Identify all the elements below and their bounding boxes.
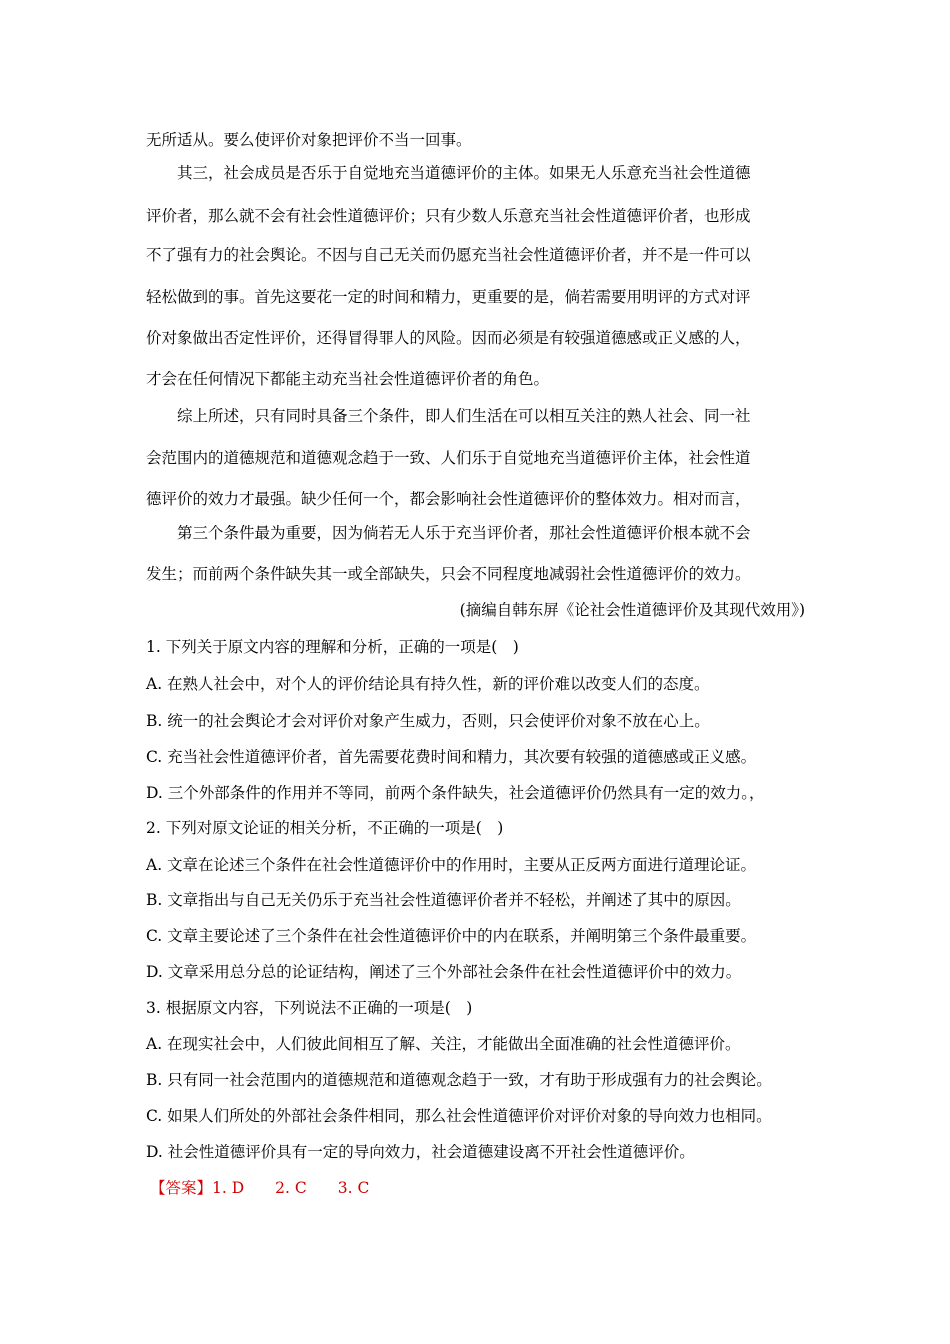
passage-line: 不了强有力的社会舆论。不因与自己无关而仍愿充当社会性道德评价者，并不是一件可以 bbox=[146, 246, 751, 264]
passage-line: 评价者，那么就不会有社会性道德评价；只有少数人乐意充当社会性道德评价者，也形成 bbox=[146, 207, 751, 225]
question-stem: 3. 根据原文内容，下列说法不正确的一项是( ) bbox=[146, 999, 473, 1017]
passage-line: 轻松做到的事。首先这要花一定的时间和精力，更重要的是，倘若需要用明评的方式对评 bbox=[146, 288, 751, 306]
passage-line: 会范围内的道德规范和道德观念趋于一致、人们乐于自觉地充当道德评价主体，社会性道 bbox=[146, 449, 751, 467]
question-stem: 1. 下列关于原文内容的理解和分析，正确的一项是( ) bbox=[146, 638, 519, 656]
passage-line: 其三，社会成员是否乐于自觉地充当道德评价的主体。如果无人乐意充当社会性道德 bbox=[177, 164, 751, 182]
answer-label: 【答案】 bbox=[150, 1179, 213, 1197]
question-option: B. 文章指出与自己无关仍乐于充当社会性道德评价者并不轻松，并阐述了其中的原因。 bbox=[146, 891, 741, 909]
answer-value: 1. D 2. C 3. C bbox=[212, 1179, 370, 1197]
question-option: D. 文章采用总分总的论证结构，阐述了三个外部社会条件在社会性道德评价中的效力。 bbox=[146, 963, 742, 981]
question-option: C. 充当社会性道德评价者，首先需要花费时间和精力，其次要有较强的道德感或正义感。 bbox=[146, 748, 757, 766]
answer-line bbox=[150, 1178, 369, 1198]
passage-line: 第三个条件最为重要，因为倘若无人乐于充当评价者，那社会性道德评价根本就不会 bbox=[177, 524, 751, 542]
source-citation: (摘编自韩东屏《论社会性道德评价及其现代效用》) bbox=[459, 601, 805, 619]
passage-line: 发生；而前两个条件缺失其一或全部缺失，只会不同程度地减弱社会性道德评价的效力。 bbox=[146, 565, 751, 583]
question-option: C. 文章主要论述了三个条件在社会性道德评价中的内在联系，并阐明第三个条件最重要。 bbox=[146, 927, 757, 945]
question-option: D. 三个外部条件的作用并不等同，前两个条件缺失，社会道德评价仍然具有一定的效力。， bbox=[146, 784, 765, 802]
question-option: B. 只有同一社会范围内的道德规范和道德观念趋于一致，才有助于形成强有力的社会舆论。 bbox=[146, 1071, 772, 1089]
passage-line: 价对象做出否定性评价，还得冒得罪人的风险。因而必须是有较强道德感或正义感的人， bbox=[146, 329, 751, 347]
passage-line: 无所适从。要么使评价对象把评价不当一回事。 bbox=[146, 131, 472, 149]
question-option: D. 社会性道德评价具有一定的导向效力，社会道德建设离不开社会性道德评价。 bbox=[146, 1143, 695, 1161]
question-option: B. 统一的社会舆论才会对评价对象产生威力，否则，只会使评价对象不放在心上。 bbox=[146, 712, 710, 730]
passage-line: 才会在任何情况下都能主动充当社会性道德评价者的角色。 bbox=[146, 370, 550, 388]
question-option: A. 在现实社会中，人们彼此间相互了解、关注，才能做出全面准确的社会性道德评价。 bbox=[146, 1035, 741, 1053]
question-option: C. 如果人们所处的外部社会条件相同，那么社会性道德评价对评价对象的导向效力也相同。 bbox=[146, 1107, 772, 1125]
question-option: A. 文章在论述三个条件在社会性道德评价中的作用时，主要从正反两方面进行道理论证。 bbox=[146, 856, 757, 874]
question-option: A. 在熟人社会中，对个人的评价结论具有持久性，新的评价难以改变人们的态度。 bbox=[146, 675, 710, 693]
passage-line: 德评价的效力才最强。缺少任何一个，都会影响社会性道德评价的整体效力。相对而言， bbox=[146, 490, 751, 508]
passage-line: 综上所述，只有同时具备三个条件，即人们生活在可以相互关注的熟人社会、同一社 bbox=[177, 407, 751, 425]
question-stem: 2. 下列对原文论证的相关分析，不正确的一项是( ) bbox=[146, 819, 504, 837]
